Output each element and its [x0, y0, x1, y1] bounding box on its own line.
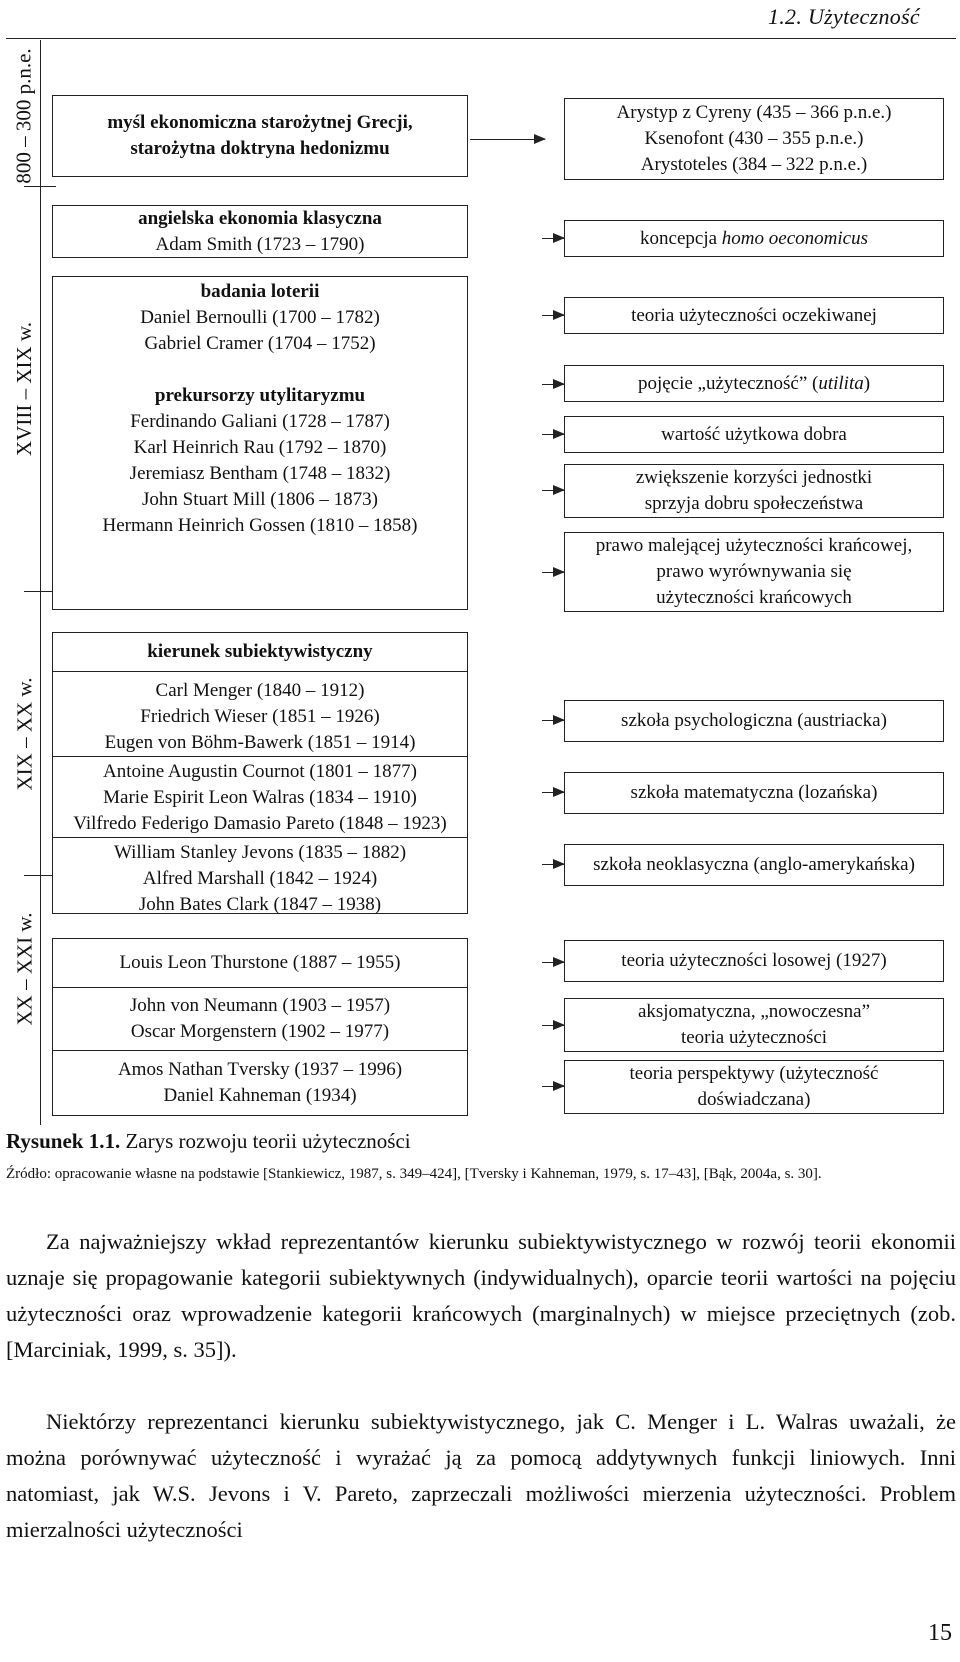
arrow — [542, 315, 564, 316]
arrow — [542, 238, 564, 239]
box-expected-utility: teoria użyteczności oczekiwanej — [564, 297, 944, 334]
box-lottery-utilitarian: badania loterii Daniel Bernoulli (1700 – 1782) Gabriel Cramer (1704 – 1752) prekursorzy utylitaryzmu Ferdinando Galiani (1728 – 1787) Karl Heinrich Rau (1792 – 1870) Jeremiasz Bentham (1748 – 1832) John Stuart Mill (1806 – 1873) Hermann Heinrich Gossen (1810 – 1858) — [52, 276, 468, 610]
box-marginal-utility-laws: prawo malejącej użyteczności krańcowej, prawo wyrównywania się użyteczności krańcowych — [564, 532, 944, 612]
arrow — [542, 1025, 564, 1026]
running-header: 1.2. Użyteczność — [767, 4, 920, 29]
arrow — [542, 720, 564, 721]
subjectivist-title: kierunek subiektywistyczny — [147, 641, 373, 662]
box-neoclassical-school: szkoła neoklasyczna (anglo-amerykańska) — [564, 844, 944, 886]
body-paragraph: Za najważniejszy wkład reprezentantów kierunku subiektywistycznego w rozwój teorii ekonomii uznaje się propagowanie kategorii subiektywnych (indywidualnych), oparcie teorii wartości na pojęciu użyteczności oraz wprowadzenie kategorii krańcowych (marginalnych) w miejsce przeciętnych (zob. [Marciniak, 1999, s. 35]). — [6, 1229, 956, 1362]
box-prospect-theory: teoria perspektywy (użyteczność doświadczana) — [564, 1060, 944, 1114]
arrow — [470, 139, 545, 140]
arrow — [542, 490, 564, 491]
header-rule — [6, 38, 956, 39]
era-label-20-21: XX – XXI w. — [12, 912, 36, 1026]
arrow — [542, 1086, 564, 1087]
era-label-19-20: XIX – XX w. — [12, 677, 36, 791]
box-modern-theorists — [52, 938, 468, 1116]
era-tick — [24, 186, 56, 187]
arrow — [542, 384, 564, 385]
arrow — [542, 434, 564, 435]
era-label-ancient: 800 – 300 p.n.e. — [12, 48, 37, 184]
box-classical-economics: angielska ekonomia klasyczna Adam Smith (1723 – 1790) — [52, 205, 468, 258]
arrow — [542, 962, 564, 963]
modern-group-neumann: John von Neumann (1903 – 1957) Oscar Morgenstern (1902 – 1977) — [53, 987, 467, 1050]
subjectivist-group-lausanne: Antoine Augustin Cournot (1801 – 1877) Marie Espirit Leon Walras (1834 – 1910) Vilfredo Federigo Damasio Pareto (1848 – 1923) — [53, 756, 467, 837]
body-paragraph: Niektórzy reprezentanci kierunku subiektywistycznego, jak C. Menger i L. Walras uważali, że można porównywać użyteczność i wyrażać ją za pomocą addytywnych funkcji liniowych. Inni natomiast, jak W.S. Jevons i V. Pareto, zaprzeczali możliwości mierzenia użyteczności. Problem mierzalności użyteczności — [6, 1409, 956, 1542]
subjectivist-group-neoclassical: William Stanley Jevons (1835 – 1882) Alfred Marshall (1842 – 1924) John Bates Clark (1847 – 1938) — [53, 837, 467, 918]
arrow — [542, 864, 564, 865]
arrow — [542, 572, 564, 573]
box-subjectivist-school — [52, 632, 468, 914]
subjectivist-group-austrian: Carl Menger (1840 – 1912) Friedrich Wieser (1851 – 1926) Eugen von Böhm-Bawerk (1851 – 1914) — [53, 671, 467, 756]
page-number: 15 — [928, 1620, 952, 1646]
box-individual-benefit: zwiększenie korzyści jednostki sprzyja dobru społeczeństwa — [564, 464, 944, 518]
box-lausanne-school: szkoła matematyczna (lozańska) — [564, 772, 944, 814]
modern-group-thurstone: Louis Leon Thurstone (1887 – 1955) — [119, 952, 401, 973]
box-random-utility: teoria użyteczności losowej (1927) — [564, 940, 944, 982]
modern-group-tversky: Amos Nathan Tversky (1937 – 1996) Daniel Kahneman (1934) — [53, 1050, 467, 1115]
box-greek-philosophers: Arystyp z Cyreny (435 – 366 p.n.e.) Ksenofont (430 – 355 p.n.e.) Arystoteles (384 – 322 p.n.e.) — [564, 98, 944, 180]
box-greek-thought: myśl ekonomiczna starożytnej Grecji, starożytna doktryna hedonizmu — [52, 95, 468, 177]
box-use-value: wartość użytkowa dobra — [564, 416, 944, 453]
box-utility-concept: pojęcie „użyteczność” (utilita) — [564, 365, 944, 402]
figure-source: Źródło: opracowanie własne na podstawie [Stankiewicz, 1987, s. 349–424], [Tversky i Kahneman, 1979, s. 17–43], [Bąk, 2004a, s. 30]. — [6, 1166, 822, 1182]
arrow — [542, 792, 564, 793]
figure-caption: Rysunek 1.1. Zarys rozwoju teorii użyteczności — [6, 1129, 411, 1153]
timeline-axis — [40, 40, 41, 1125]
box-austrian-school: szkoła psychologiczna (austriacka) — [564, 700, 944, 742]
box-homo-oeconomicus: koncepcja homo oeconomicus — [564, 220, 944, 257]
box-axiomatic-utility: aksjomatyczna, „nowoczesna” teoria użyteczności — [564, 998, 944, 1052]
era-label-18-19: XVIII – XIX w. — [12, 322, 36, 456]
